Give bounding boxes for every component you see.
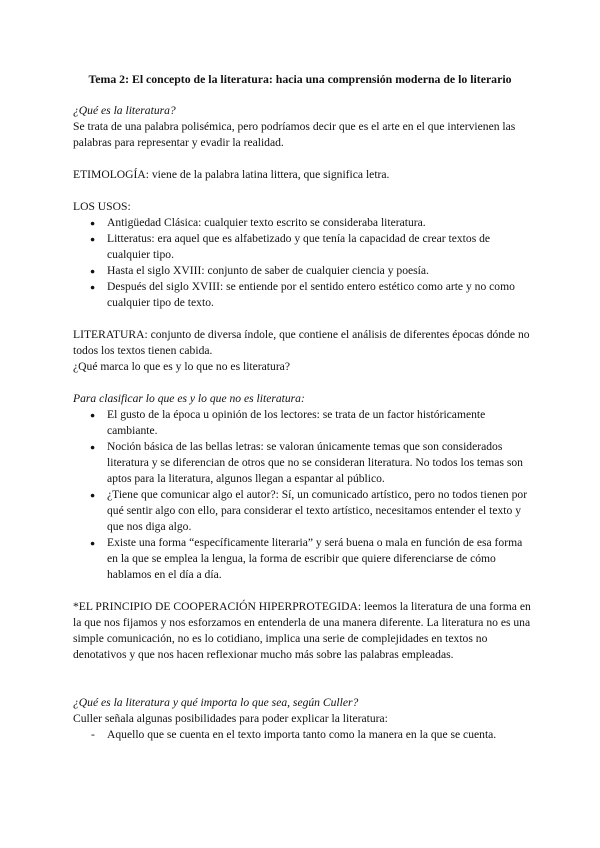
section-usos <box>73 199 533 311</box>
list-item: ● Hasta el siglo XVIII: conjunto de saber de cualquier ciencia y poesía. <box>73 263 533 279</box>
paragraph: LITERATURA: conjunto de diversa índole, que contiene el análisis de diferentes épocas dónde no todos los textos tienen cabida. <box>73 328 530 357</box>
section-literatura <box>73 327 533 375</box>
etimologia-paragraph: ETIMOLOGÍA: viene de la palabra latina littera, que significa letra. <box>73 168 390 181</box>
page-title: Tema 2: El concepto de la literatura: hacia una comprensión moderna de lo literario <box>88 72 512 86</box>
paragraph: ¿Qué marca lo que es y lo que no es literatura? <box>73 360 290 373</box>
section-clasificar <box>73 391 533 583</box>
usos-list <box>73 215 533 311</box>
list-item: ● Después del siglo XVIII: se entiende por el sentido entero estético como arte y no como cualquier tipo de texto. <box>73 279 533 311</box>
culler-list <box>73 727 533 743</box>
section-que-es <box>73 103 533 151</box>
section-culler <box>73 695 533 743</box>
list-item: ● Litteratus: era aquel que es alfabetizado y que tenía la capacidad de crear textos de cualquier tipo. <box>73 231 533 263</box>
list-item: ● ¿Tiene que comunicar algo el autor?: Sí, un comunicado artístico, pero no todos tienen por qué sentir algo con ello, para considerar el texto artístico, necesitamos entender el texto y que nos diga algo. <box>73 487 533 535</box>
list-item: ● Noción básica de las bellas letras: se valoran únicamente temas que son considerados literatura y se diferencian de otros que no se consideran literatura. No todos los temas son aptos para la literatura, algunos llegan a espantar al público. <box>73 439 533 487</box>
paragraph: Culler señala algunas posibilidades para poder explicar la literatura: <box>73 712 388 725</box>
list-item: ● Antigüedad Clásica: cualquier texto escrito se consideraba literatura. <box>73 215 533 231</box>
paragraph: Se trata de una palabra polisémica, pero podríamos decir que es el arte en el que intervienen las palabras para representar y evadir la realidad. <box>73 120 516 149</box>
section-heading: ¿Qué es la literatura? <box>73 104 176 117</box>
list-item: - Aquello que se cuenta en el texto importa tanto como la manera en la que se cuenta. <box>73 727 533 743</box>
list-item: ● Existe una forma “específicamente literaria” y será buena o mala en función de esa forma en la que se emplea la lengua, la forma de escribir que quiere diferenciarse de cómo hablamos en el día a día. <box>73 535 533 583</box>
list-item: ● El gusto de la época u opinión de los lectores: se trata de un factor históricamente cambiante. <box>73 407 533 439</box>
clasificar-list <box>73 407 533 583</box>
section-heading: ¿Qué es la literatura y qué importa lo que sea, según Culler? <box>73 696 359 709</box>
section-heading: LOS USOS: <box>73 200 131 213</box>
section-heading: Para clasificar lo que es y lo que no es literatura: <box>73 392 305 405</box>
principio-paragraph: *EL PRINCIPIO DE COOPERACIÓN HIPERPROTEGIDA: leemos la literatura de una forma en la que nos fijamos y nos esforzamos en entenderla de una manera diferente. La literatura no es una simple comunicación, no es lo cotidiano, implica una serie de complejidades en textos no denotativos y que nos hacen reflexionar mucho más sobre las palabras empleadas. <box>73 600 531 661</box>
